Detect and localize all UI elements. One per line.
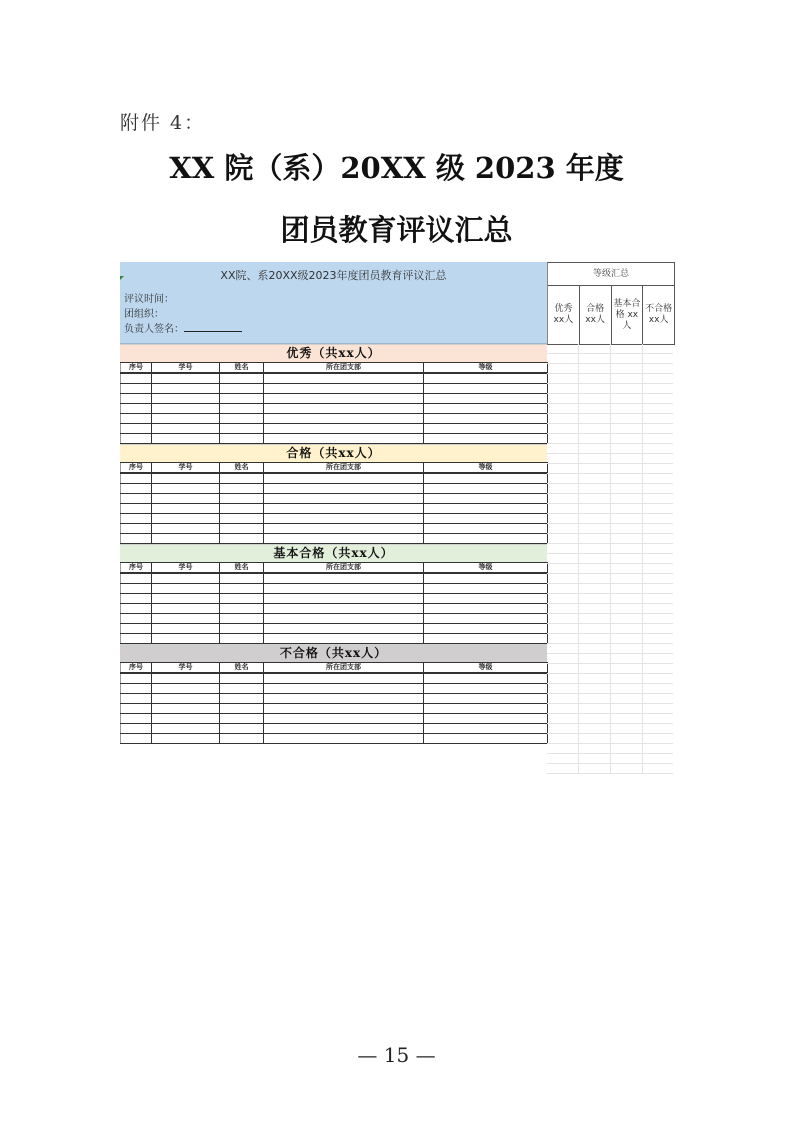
table-cell[interactable] — [424, 514, 548, 524]
table-row — [121, 734, 548, 744]
table-cell[interactable] — [121, 473, 152, 484]
table-cell[interactable] — [220, 524, 264, 534]
attachment-label: 附件 4： — [120, 112, 206, 134]
column-header: 序号 — [121, 663, 152, 674]
sections-container — [120, 344, 547, 744]
table-cell[interactable] — [152, 494, 220, 504]
table-cell[interactable] — [264, 373, 424, 384]
table-cell[interactable] — [220, 514, 264, 524]
table-cell[interactable] — [152, 484, 220, 494]
table-row — [121, 473, 548, 484]
column-header: 等级 — [424, 663, 548, 674]
table-cell[interactable] — [121, 734, 152, 744]
table-cell[interactable] — [264, 584, 424, 594]
table-cell[interactable] — [424, 434, 548, 444]
table-cell[interactable] — [152, 384, 220, 394]
table-cell[interactable] — [220, 673, 264, 684]
table-cell[interactable] — [264, 694, 424, 704]
form-header-title: XX院、系20XX级2023年度团员教育评议汇总 — [220, 269, 447, 282]
table-cell[interactable] — [152, 714, 220, 724]
column-header: 所在团支部 — [264, 463, 424, 474]
table-row — [121, 394, 548, 404]
table-cell[interactable] — [264, 704, 424, 714]
table-row — [121, 724, 548, 734]
section-title-text: 优秀（共xx人） — [286, 346, 381, 360]
table-cell[interactable] — [264, 534, 424, 544]
table-row — [121, 584, 548, 594]
table-cell[interactable] — [424, 684, 548, 694]
section-title — [120, 344, 547, 362]
column-header: 序号 — [121, 363, 152, 374]
table-cell[interactable] — [264, 473, 424, 484]
table-row — [121, 384, 548, 394]
summary-grid — [547, 344, 673, 774]
table-cell[interactable] — [152, 604, 220, 614]
table-cell[interactable] — [220, 414, 264, 424]
table-row — [121, 434, 548, 444]
table-row — [121, 634, 548, 644]
section-table — [120, 462, 548, 544]
signature-field — [124, 322, 242, 337]
table-cell[interactable] — [264, 524, 424, 534]
table-cell[interactable] — [264, 573, 424, 584]
table-cell[interactable] — [121, 534, 152, 544]
table-cell[interactable] — [121, 624, 152, 634]
section-excellent — [120, 344, 547, 444]
table-cell[interactable] — [424, 584, 548, 594]
table-cell[interactable] — [121, 684, 152, 694]
table-cell[interactable] — [424, 634, 548, 644]
page-number: — 15 — — [357, 1043, 436, 1067]
table-cell[interactable] — [424, 573, 548, 584]
table-cell[interactable] — [264, 604, 424, 614]
table-cell[interactable] — [152, 424, 220, 434]
table-cell[interactable] — [220, 504, 264, 514]
form-header-fields — [124, 292, 242, 337]
review-time-label: 评议时间： — [124, 294, 174, 305]
table-cell[interactable] — [121, 673, 152, 684]
table-cell[interactable] — [264, 614, 424, 624]
table-cell[interactable] — [152, 704, 220, 714]
column-header: 姓名 — [220, 363, 264, 374]
table-cell[interactable] — [152, 524, 220, 534]
section-title-text: 基本合格（共xx人） — [273, 546, 394, 560]
table-cell[interactable] — [220, 384, 264, 394]
table-cell[interactable] — [121, 434, 152, 444]
page-subtitle: 团员教育评议汇总 — [280, 213, 513, 247]
section-table — [120, 362, 548, 444]
table-cell[interactable] — [264, 734, 424, 744]
table-cell[interactable] — [121, 714, 152, 724]
table-cell[interactable] — [264, 404, 424, 414]
summary-col-excellent: 优秀 xx人 — [548, 286, 580, 344]
table-cell[interactable] — [424, 373, 548, 384]
table-row — [121, 684, 548, 694]
column-header: 学号 — [152, 363, 220, 374]
page-title: XX 院（系）20XX 级 2023 年度 — [169, 151, 624, 185]
table-cell[interactable] — [121, 484, 152, 494]
table-cell[interactable] — [424, 594, 548, 604]
grade-summary-header — [547, 262, 675, 345]
table-cell[interactable] — [424, 504, 548, 514]
table-cell[interactable] — [152, 394, 220, 404]
column-header: 姓名 — [220, 563, 264, 574]
table-cell[interactable] — [220, 584, 264, 594]
table-cell[interactable] — [220, 634, 264, 644]
table-row — [121, 504, 548, 514]
table-cell[interactable] — [152, 584, 220, 594]
table-cell[interactable] — [264, 724, 424, 734]
table-cell[interactable] — [220, 704, 264, 714]
table-cell[interactable] — [220, 594, 264, 604]
section-unqualified — [120, 644, 547, 744]
table-cell[interactable] — [220, 484, 264, 494]
spreadsheet-image — [120, 262, 674, 774]
table-cell[interactable] — [121, 594, 152, 604]
table-row — [121, 534, 548, 544]
column-header: 学号 — [152, 663, 220, 674]
table-row — [121, 494, 548, 504]
table-row — [121, 484, 548, 494]
table-cell[interactable] — [121, 573, 152, 584]
table-cell[interactable] — [264, 434, 424, 444]
table-cell[interactable] — [121, 704, 152, 714]
table-cell[interactable] — [152, 614, 220, 624]
table-cell[interactable] — [121, 634, 152, 644]
table-row — [121, 373, 548, 384]
table-cell[interactable] — [424, 724, 548, 734]
table-row — [121, 424, 548, 434]
table-cell[interactable] — [424, 394, 548, 404]
table-cell[interactable] — [121, 494, 152, 504]
table-cell[interactable] — [424, 494, 548, 504]
table-cell[interactable] — [152, 684, 220, 694]
table-cell[interactable] — [424, 673, 548, 684]
section-basic-qualified — [120, 544, 547, 644]
table-cell[interactable] — [220, 434, 264, 444]
table-cell[interactable] — [121, 373, 152, 384]
table-row — [121, 714, 548, 724]
column-header: 所在团支部 — [264, 663, 424, 674]
table-cell[interactable] — [121, 404, 152, 414]
table-cell[interactable] — [424, 384, 548, 394]
section-title-text: 合格（共xx人） — [286, 446, 381, 460]
grade-summary-panel — [547, 262, 674, 774]
table-cell[interactable] — [152, 634, 220, 644]
table-cell[interactable] — [152, 573, 220, 584]
table-row — [121, 673, 548, 684]
table-cell[interactable] — [152, 673, 220, 684]
table-row — [121, 704, 548, 714]
table-cell[interactable] — [424, 404, 548, 414]
table-row — [121, 604, 548, 614]
table-cell[interactable] — [424, 424, 548, 434]
table-cell[interactable] — [264, 684, 424, 694]
signature-label: 负责人签名： — [124, 324, 184, 335]
table-cell[interactable] — [424, 734, 548, 744]
section-title — [120, 544, 547, 562]
column-header: 姓名 — [220, 663, 264, 674]
table-cell[interactable] — [121, 524, 152, 534]
table-cell[interactable] — [152, 514, 220, 524]
table-row — [121, 404, 548, 414]
column-header: 序号 — [121, 563, 152, 574]
table-cell[interactable] — [220, 534, 264, 544]
table-cell[interactable] — [220, 714, 264, 724]
section-table — [120, 562, 548, 644]
table-cell[interactable] — [264, 504, 424, 514]
table-cell[interactable] — [220, 494, 264, 504]
grade-summary-title: 等级汇总 — [548, 263, 674, 286]
table-cell[interactable] — [152, 504, 220, 514]
table-cell[interactable] — [220, 734, 264, 744]
table-row — [121, 573, 548, 584]
table-row — [121, 514, 548, 524]
table-cell[interactable] — [424, 534, 548, 544]
table-cell[interactable] — [121, 514, 152, 524]
table-cell[interactable] — [121, 424, 152, 434]
table-cell[interactable] — [424, 614, 548, 624]
table-cell[interactable] — [220, 614, 264, 624]
table-cell[interactable] — [424, 473, 548, 484]
section-title — [120, 444, 547, 462]
table-cell[interactable] — [121, 394, 152, 404]
section-table — [120, 662, 548, 744]
table-cell[interactable] — [152, 694, 220, 704]
column-header: 等级 — [424, 563, 548, 574]
table-cell[interactable] — [220, 473, 264, 484]
table-cell[interactable] — [424, 524, 548, 534]
column-header: 序号 — [121, 463, 152, 474]
table-row — [121, 614, 548, 624]
table-cell[interactable] — [264, 714, 424, 724]
section-title — [120, 644, 547, 662]
table-cell[interactable] — [121, 694, 152, 704]
summary-col-basic: 基本合格 xx人 — [612, 286, 644, 344]
table-row — [121, 414, 548, 424]
table-cell[interactable] — [152, 414, 220, 424]
table-cell[interactable] — [424, 714, 548, 724]
table-row — [121, 594, 548, 604]
table-cell[interactable] — [220, 573, 264, 584]
column-header: 所在团支部 — [264, 563, 424, 574]
table-cell[interactable] — [264, 514, 424, 524]
table-cell[interactable] — [152, 404, 220, 414]
table-cell[interactable] — [424, 414, 548, 424]
table-cell[interactable] — [121, 724, 152, 734]
table-cell[interactable] — [424, 484, 548, 494]
table-cell[interactable] — [220, 624, 264, 634]
table-cell[interactable] — [152, 734, 220, 744]
table-cell[interactable] — [424, 694, 548, 704]
table-row — [121, 694, 548, 704]
table-cell[interactable] — [220, 604, 264, 614]
table-cell[interactable] — [152, 534, 220, 544]
table-cell[interactable] — [152, 473, 220, 484]
table-cell[interactable] — [264, 484, 424, 494]
table-cell[interactable] — [264, 424, 424, 434]
table-cell[interactable] — [220, 684, 264, 694]
summary-col-qualified: 合格 xx人 — [580, 286, 612, 344]
evaluation-form — [120, 262, 547, 744]
column-header: 学号 — [152, 563, 220, 574]
table-cell[interactable] — [264, 414, 424, 424]
table-cell[interactable] — [220, 694, 264, 704]
summary-col-unqualified: 不合格 xx人 — [645, 304, 673, 325]
table-cell[interactable] — [152, 724, 220, 734]
column-header: 等级 — [424, 463, 548, 474]
table-cell[interactable] — [264, 594, 424, 604]
organization-label: 团组织： — [124, 309, 164, 320]
table-cell[interactable] — [152, 434, 220, 444]
column-header: 等级 — [424, 363, 548, 374]
column-header: 姓名 — [220, 463, 264, 474]
column-header: 所在团支部 — [264, 363, 424, 374]
table-cell[interactable] — [152, 373, 220, 384]
table-row — [121, 624, 548, 634]
table-row — [121, 524, 548, 534]
column-header: 学号 — [152, 463, 220, 474]
table-cell[interactable] — [220, 394, 264, 404]
table-cell[interactable] — [220, 373, 264, 384]
table-cell[interactable] — [264, 384, 424, 394]
table-cell[interactable] — [121, 504, 152, 514]
section-qualified — [120, 444, 547, 544]
table-cell[interactable] — [152, 624, 220, 634]
table-cell[interactable] — [220, 424, 264, 434]
table-cell[interactable] — [220, 724, 264, 734]
table-cell[interactable] — [121, 604, 152, 614]
table-cell[interactable] — [152, 594, 220, 604]
table-cell[interactable] — [121, 384, 152, 394]
table-cell[interactable] — [121, 414, 152, 424]
signature-line — [184, 322, 242, 332]
table-cell[interactable] — [220, 404, 264, 414]
table-cell[interactable] — [121, 614, 152, 624]
table-cell[interactable] — [264, 634, 424, 644]
table-cell[interactable] — [424, 704, 548, 714]
section-title-text: 不合格（共xx人） — [279, 646, 388, 660]
table-cell[interactable] — [121, 584, 152, 594]
table-cell[interactable] — [424, 624, 548, 634]
table-cell[interactable] — [424, 604, 548, 614]
table-cell[interactable] — [264, 494, 424, 504]
table-cell[interactable] — [264, 673, 424, 684]
table-cell[interactable] — [264, 394, 424, 404]
table-cell[interactable] — [264, 624, 424, 634]
form-header — [120, 262, 547, 344]
